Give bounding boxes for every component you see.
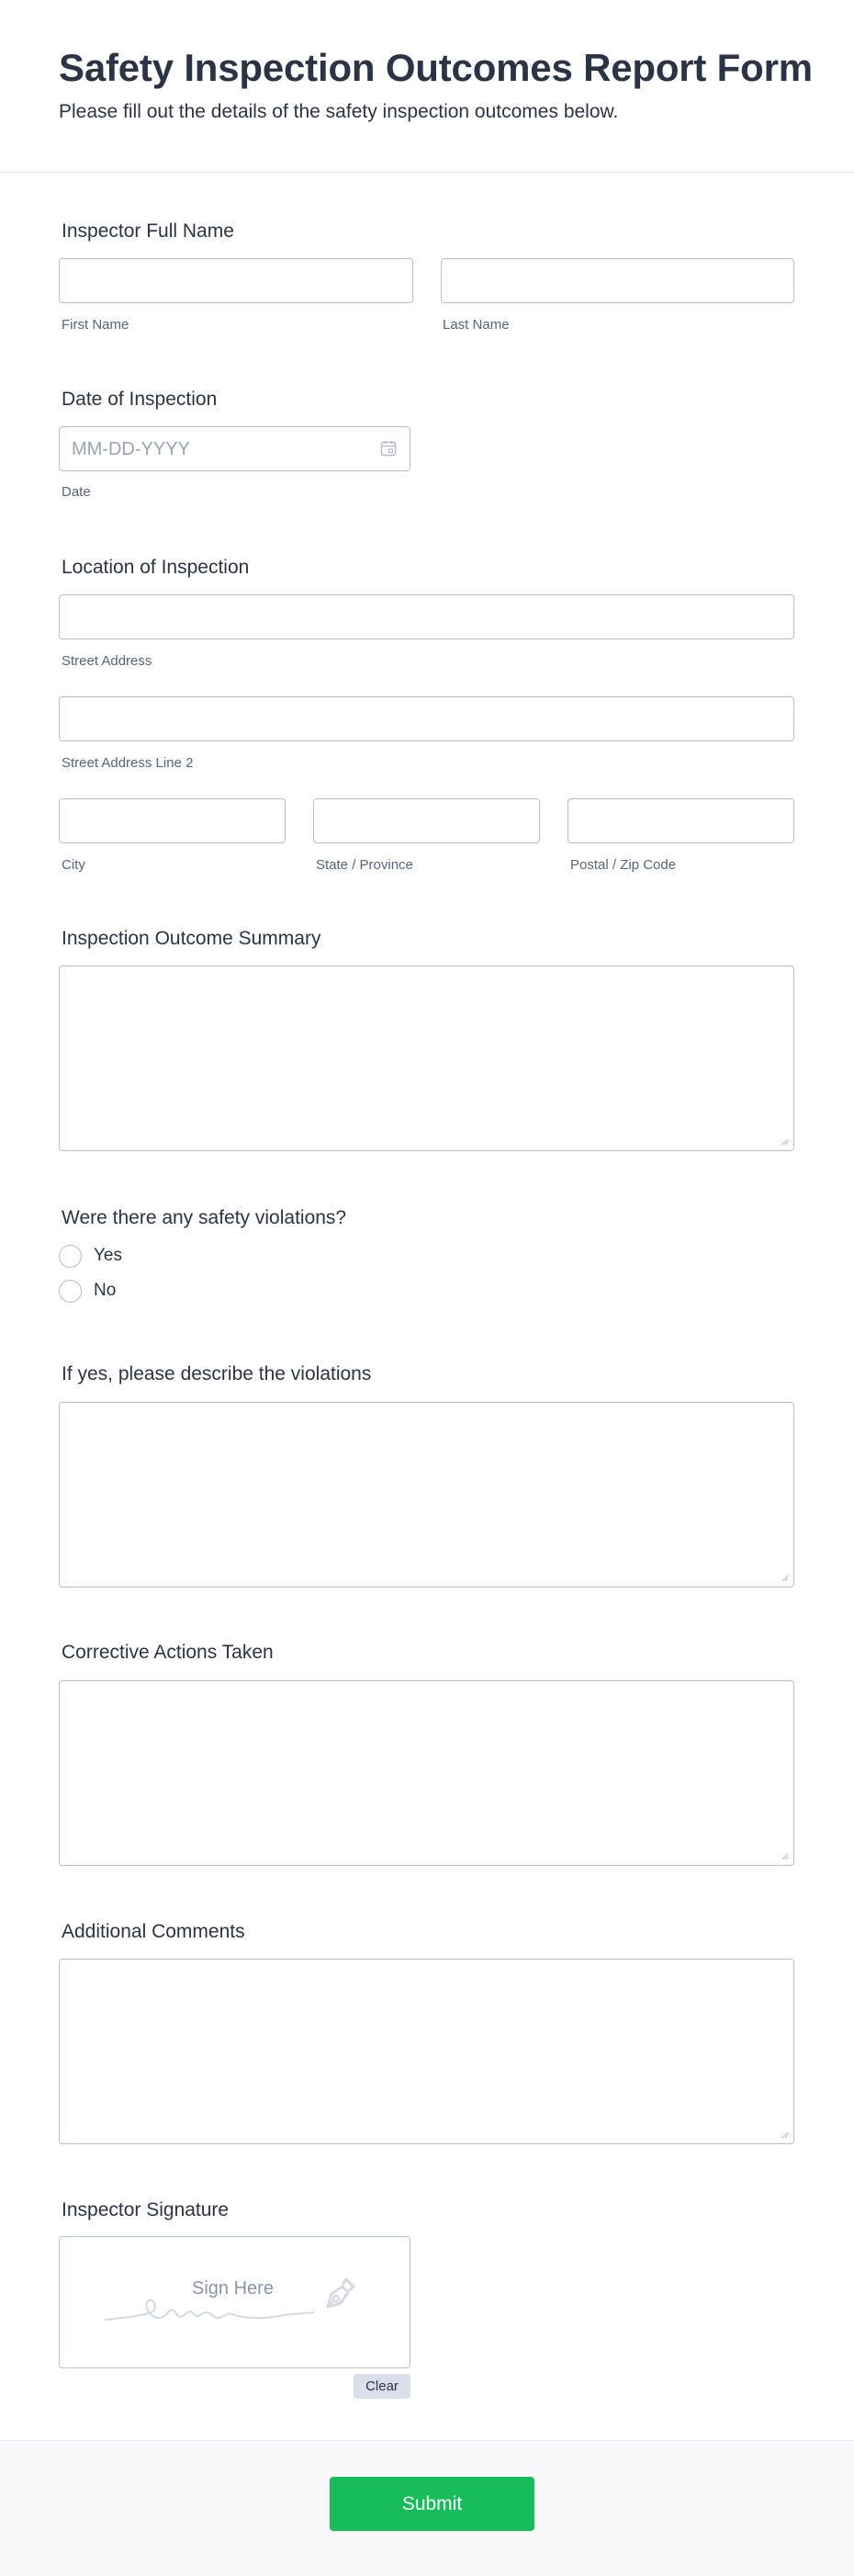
- last-name-input[interactable]: [441, 258, 794, 303]
- violations-desc-textarea[interactable]: [59, 1402, 794, 1587]
- signature-pad[interactable]: [59, 2236, 410, 2368]
- submit-button[interactable]: Submit: [330, 2477, 534, 2531]
- form-header: [0, 0, 854, 173]
- date-sublabel: Date: [62, 484, 91, 500]
- form-subtitle: Please fill out the details of the safety inspection outcomes below.: [59, 101, 619, 122]
- corrective-textarea[interactable]: [59, 1680, 794, 1866]
- date-placeholder: MM-DD-YYYY: [72, 439, 190, 459]
- signature-label: Inspector Signature: [62, 2199, 230, 2220]
- radio-label: No: [94, 1281, 117, 1300]
- comments-label: Additional Comments: [62, 1921, 245, 1942]
- radio-button[interactable]: [59, 1280, 82, 1303]
- form-title: Safety Inspection Outcomes Report Form: [59, 46, 813, 89]
- signature-scribble-icon: [104, 2292, 324, 2329]
- form-footer: [0, 2440, 854, 2576]
- first-name-sublabel: First Name: [62, 317, 129, 333]
- comments-textarea[interactable]: [59, 1959, 794, 2144]
- summary-textarea[interactable]: [59, 966, 794, 1151]
- last-name-sublabel: Last Name: [443, 317, 510, 333]
- radio-button[interactable]: [59, 1245, 82, 1268]
- resize-grip-icon[interactable]: [781, 1575, 789, 1582]
- resize-grip-icon[interactable]: [781, 1138, 789, 1146]
- resize-grip-icon[interactable]: [781, 2131, 789, 2139]
- first-name-input[interactable]: [59, 258, 413, 303]
- location-label: Location of Inspection: [62, 557, 250, 578]
- clear-signature-button[interactable]: Clear: [354, 2374, 410, 2399]
- date-label: Date of Inspection: [62, 389, 218, 410]
- street-address-line2-sublabel: Street Address Line 2: [62, 755, 194, 771]
- street-address-line2-input[interactable]: [59, 696, 794, 741]
- summary-label: Inspection Outcome Summary: [62, 928, 321, 949]
- inspector-name-label: Inspector Full Name: [62, 220, 234, 242]
- zip-input[interactable]: [567, 798, 794, 843]
- state-input[interactable]: [313, 798, 540, 843]
- city-sublabel: City: [62, 857, 85, 873]
- street-address-input[interactable]: [59, 594, 794, 639]
- resize-grip-icon[interactable]: [781, 1853, 789, 1860]
- calendar-icon[interactable]: [379, 439, 398, 458]
- state-sublabel: State / Province: [316, 857, 413, 873]
- violations-label: Were there any safety violations?: [62, 1207, 347, 1228]
- street-address-sublabel: Street Address: [62, 653, 152, 669]
- radio-label: Yes: [94, 1246, 122, 1265]
- zip-sublabel: Postal / Zip Code: [570, 857, 677, 873]
- signature-placeholder: Sign Here: [192, 2278, 274, 2299]
- pen-icon: [320, 2276, 357, 2312]
- city-input[interactable]: [59, 798, 286, 843]
- date-input[interactable]: [59, 426, 410, 471]
- corrective-label: Corrective Actions Taken: [62, 1642, 274, 1663]
- violations-desc-label: If yes, please describe the violations: [62, 1363, 372, 1384]
